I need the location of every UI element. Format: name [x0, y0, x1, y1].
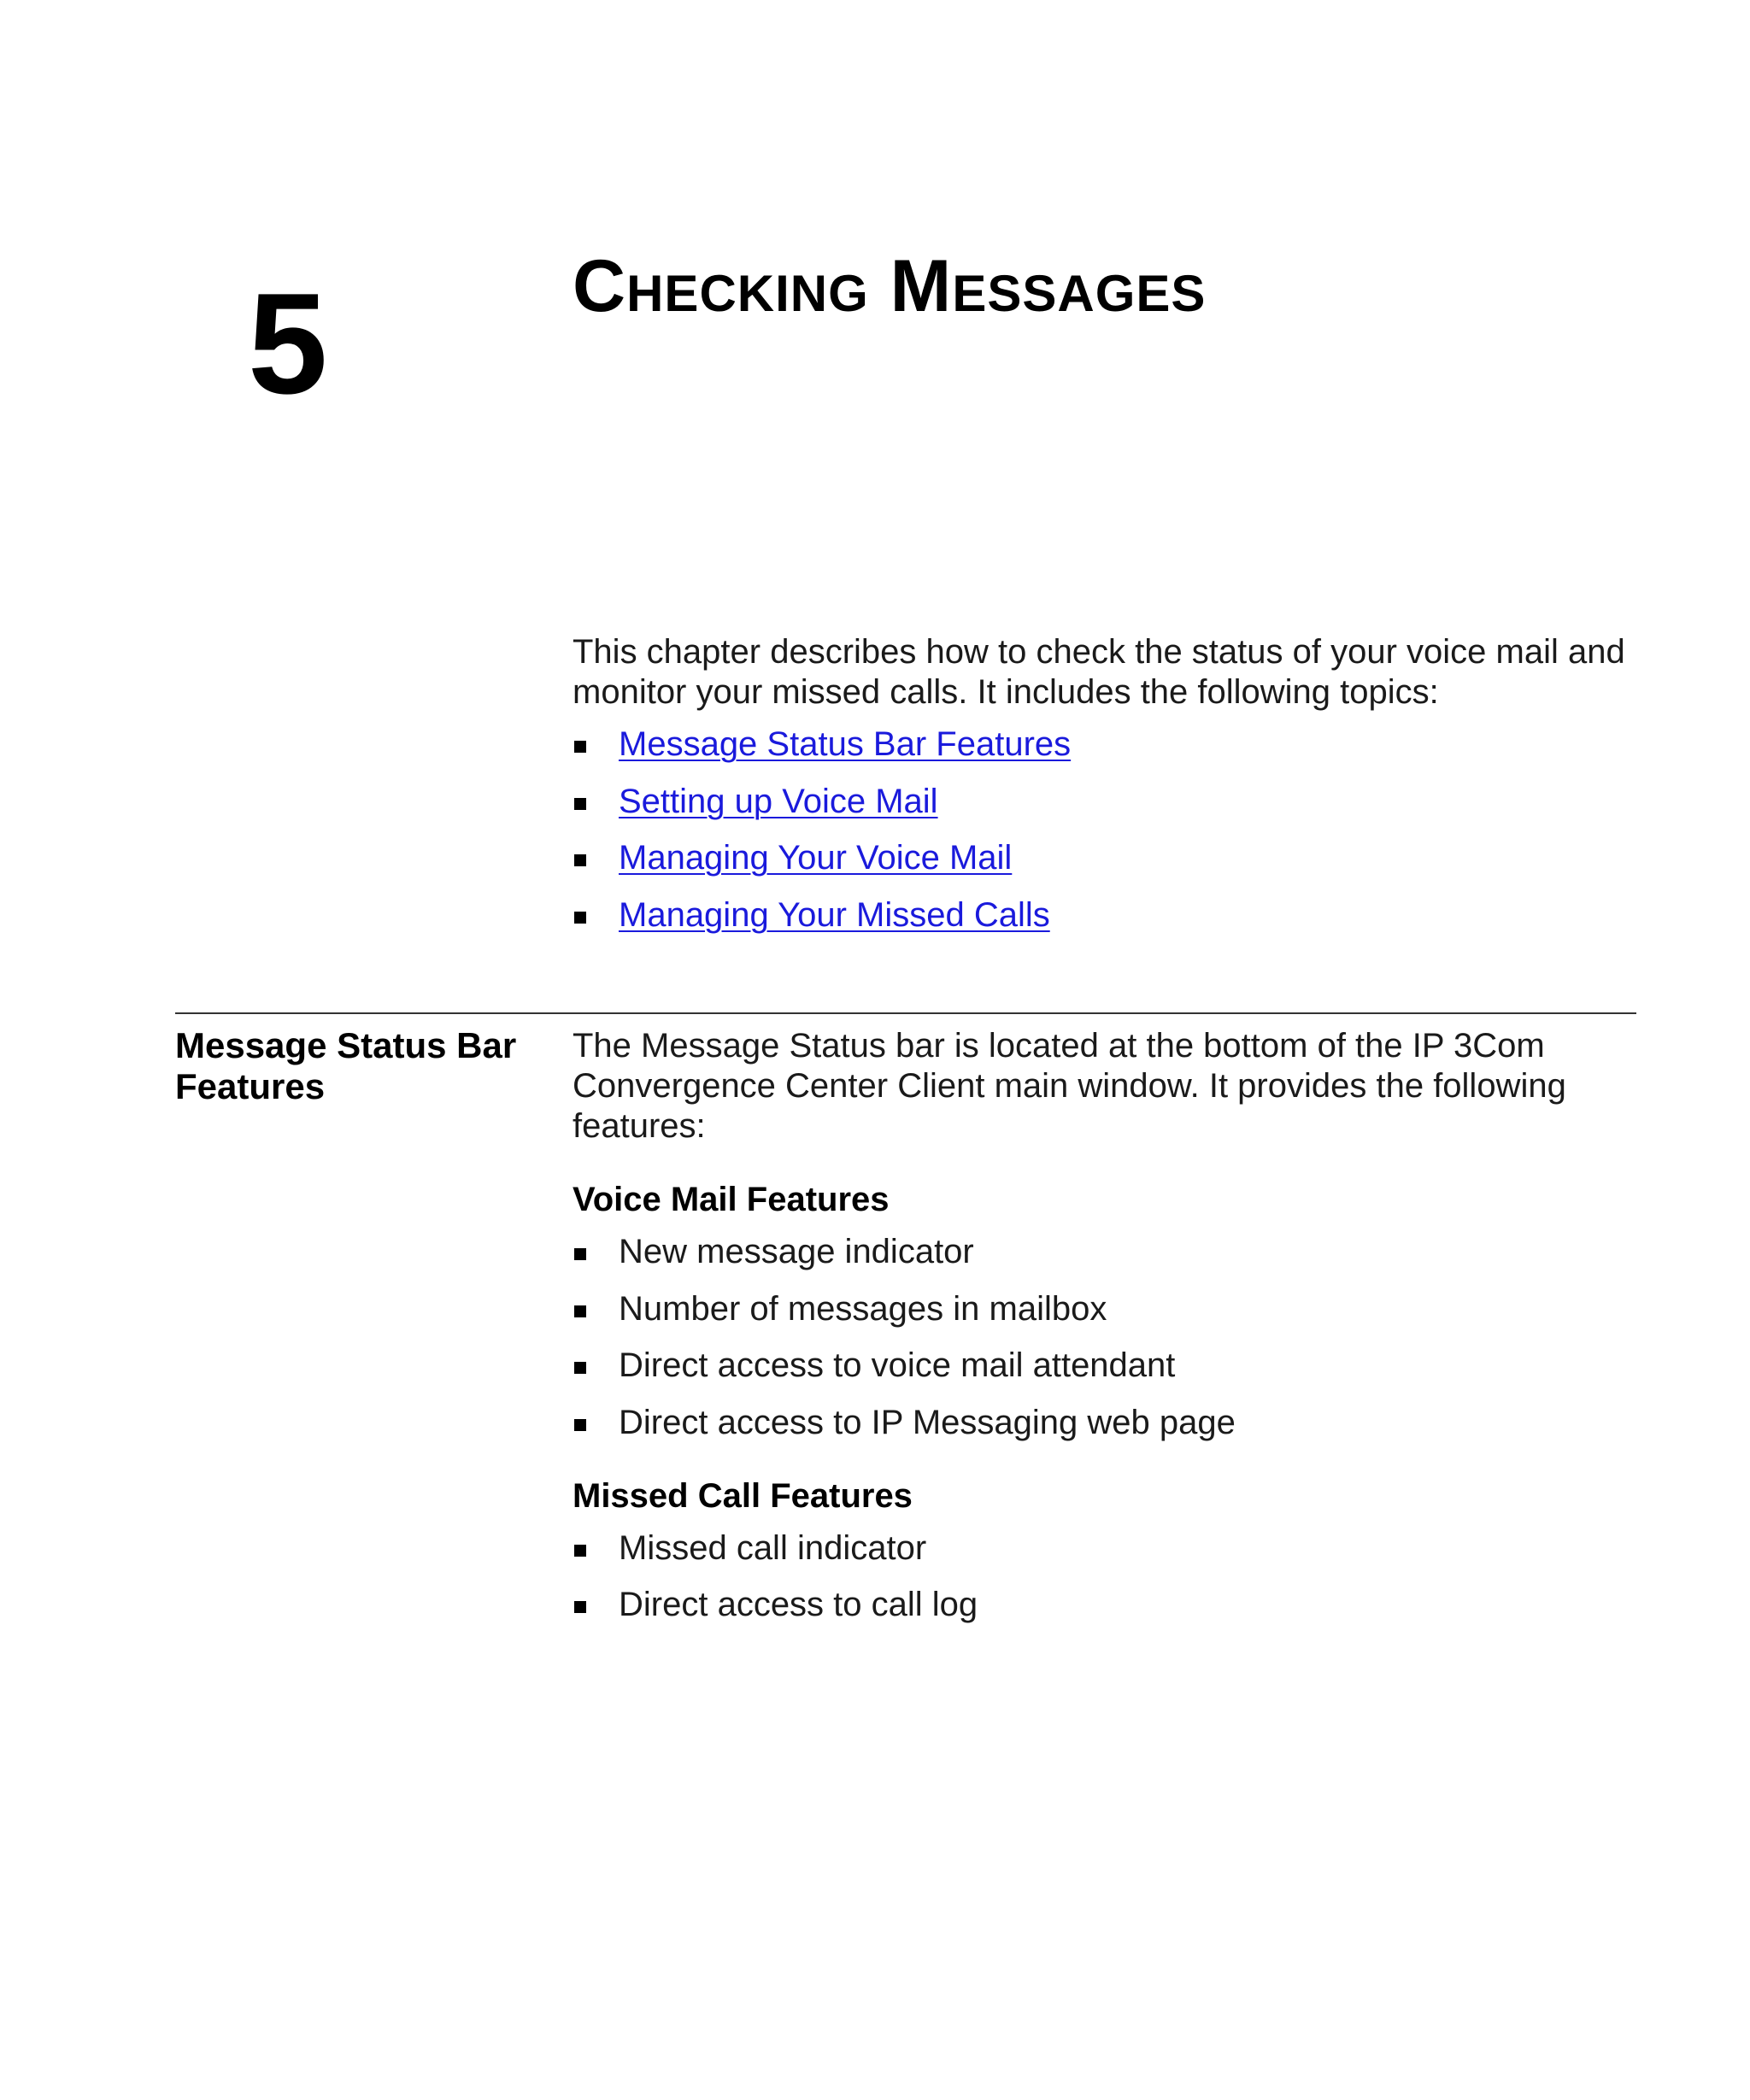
link-managing-your-missed-calls[interactable]: Managing Your Missed Calls — [619, 895, 1050, 934]
square-bullet-icon — [574, 1419, 586, 1431]
list-item — [573, 895, 1641, 936]
list-item — [573, 838, 1641, 878]
list-item-label: Direct access to call log — [619, 1586, 978, 1623]
link-setting-up-voice-mail[interactable]: Setting up Voice Mail — [619, 782, 938, 820]
square-bullet-icon — [574, 854, 586, 866]
square-bullet-icon — [574, 741, 586, 753]
square-bullet-icon — [574, 1248, 586, 1260]
list-item — [573, 782, 1641, 822]
section-paragraph: The Message Status bar is located at the bottom of the IP 3Com Convergence Center Client main window. It provides the following features: — [573, 1027, 1566, 1145]
list-item — [573, 1346, 1641, 1386]
list-item-label: Number of messages in mailbox — [619, 1289, 1107, 1328]
link-managing-your-voice-mail[interactable]: Managing Your Voice Mail — [619, 839, 1013, 877]
missed-call-features-heading: Missed Call Features — [573, 1476, 913, 1515]
square-bullet-icon — [574, 1305, 586, 1317]
chapter-number: 5 — [248, 263, 328, 424]
square-bullet-icon — [574, 1545, 586, 1557]
list-item — [573, 1528, 1641, 1569]
link-message-status-bar-features[interactable]: Message Status Bar Features — [619, 725, 1072, 763]
voice-mail-features-heading: Voice Mail Features — [573, 1181, 890, 1218]
list-item-label: Missed call indicator — [619, 1528, 927, 1567]
missed-call-feature-list — [573, 1528, 1641, 1626]
section-heading: Message Status Bar Features — [175, 1025, 517, 1106]
square-bullet-icon — [574, 1362, 586, 1374]
chapter-title: Checking Messages — [573, 245, 1207, 327]
section-divider — [175, 1012, 1636, 1014]
list-item — [573, 1232, 1641, 1272]
topic-list — [573, 724, 1641, 936]
section-body — [573, 1026, 1641, 1642]
list-item-label: Direct access to IP Messaging web page — [619, 1403, 1236, 1441]
intro-paragraph: This chapter describes how to check the status of your voice mail and monitor your missed calls. It includes the following topics: — [573, 633, 1625, 711]
square-bullet-icon — [574, 912, 586, 924]
voice-mail-feature-list — [573, 1232, 1641, 1443]
list-item-label: Direct access to voice mail attendant — [619, 1346, 1176, 1384]
square-bullet-icon — [574, 1601, 586, 1613]
list-item — [573, 1289, 1641, 1329]
list-item — [573, 724, 1641, 765]
list-item-label: New message indicator — [619, 1233, 974, 1270]
list-item — [573, 1585, 1641, 1625]
square-bullet-icon — [574, 798, 586, 810]
list-item — [573, 1403, 1641, 1443]
intro-section — [573, 632, 1641, 952]
